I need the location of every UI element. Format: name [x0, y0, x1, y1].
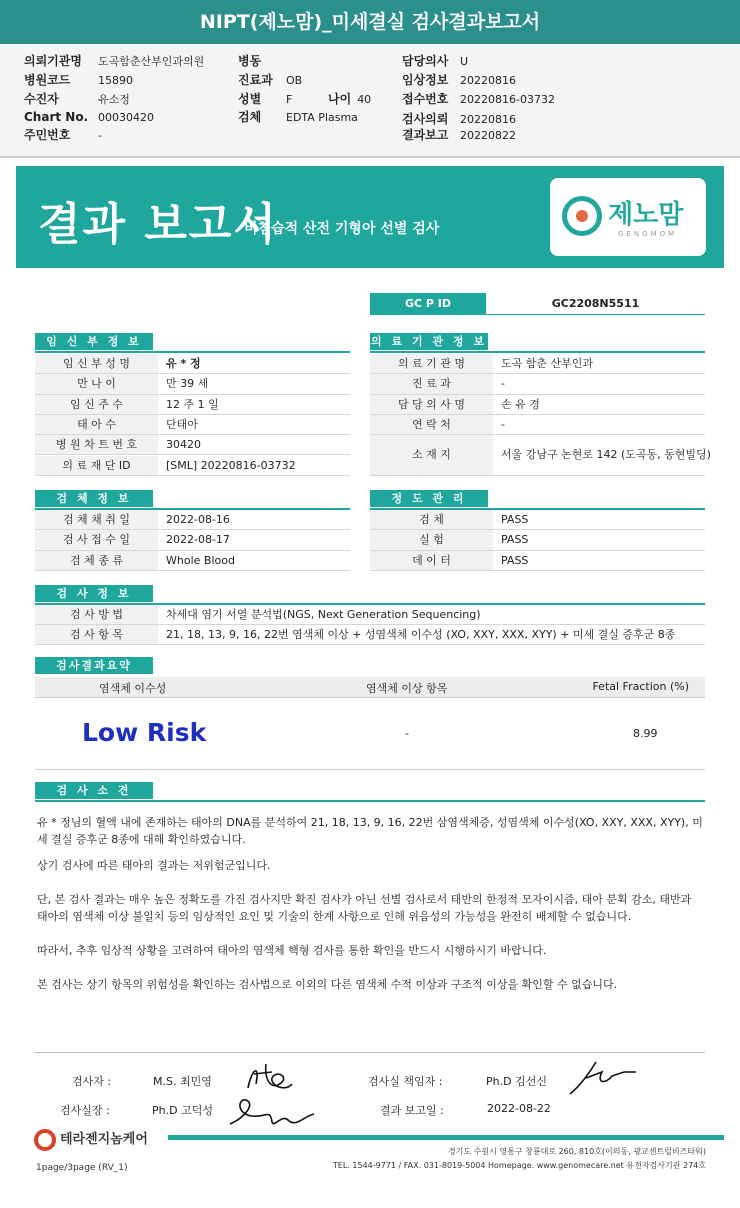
finding-paragraph: 단, 본 검사 결과는 매우 높은 정확도를 가진 검사지만 확진 검사가 아닌 선별 검사로서 태반의 한정적 모자이시즘, 태아 분획 감소, 태반과 태아의 염색체 이상 불일치 등의 임상적인 요인 및 기술의 한계 사항으로 인해 위음성의 가능성을 완전히 배제할 수 없습니다. — [37, 893, 692, 923]
chief-signature — [226, 1094, 316, 1134]
table-row — [35, 625, 705, 645]
row-label: 만 나 이 — [35, 374, 158, 393]
header-info — [0, 44, 740, 158]
table-row — [370, 435, 711, 476]
tester-name: M.S. 최민영 — [153, 1075, 212, 1088]
footer-bar — [168, 1135, 724, 1140]
table-row — [370, 551, 705, 571]
header-field: 결과보고 20220822 — [402, 128, 516, 142]
table-row — [35, 530, 350, 550]
row-label: 임 신 부 성 명 — [35, 354, 158, 373]
responsible-name: Ph.D 김선신 — [486, 1075, 547, 1088]
row-label: 담 당 의 사 명 — [370, 395, 493, 414]
header-field: 접수번호 20220816-03732 — [402, 92, 555, 106]
row-value: [SML] 20220816-03732 — [166, 458, 296, 472]
row-label: 검 체 채 취 일 — [35, 510, 158, 529]
chief-name: Ph.D 고덕성 — [152, 1104, 213, 1117]
summary-section-title: 검사결과요약 — [35, 657, 153, 674]
table-row — [35, 374, 350, 394]
test-section-title: 검 사 정 보 — [35, 585, 153, 602]
genomom-logo: 제노맘 GENOMOM — [550, 178, 706, 256]
header-field: 진료과 OB — [238, 73, 303, 87]
company-logo: 테라젠지놈케어 — [34, 1128, 148, 1151]
row-label: 의 료 기 관 명 — [370, 354, 493, 373]
table-row — [370, 415, 705, 435]
header-field: Chart No. 00030420 — [24, 110, 154, 124]
gcpid-row: GC P ID GC2208N5511 — [370, 293, 705, 315]
row-value: 유 * 정 — [166, 357, 201, 370]
banner-subtitle: 비침습적 산전 기형아 선별 검사 — [244, 221, 440, 237]
footer-address: 경기도 수원시 영통구 창룡대로 260, 810호(이의동, 광교센트럴비즈타워) — [447, 1147, 706, 1156]
abnormal-value: - — [405, 727, 409, 740]
row-value: 만 39 세 — [166, 377, 209, 391]
finding-paragraph: 상기 검사에 따른 태아의 결과는 저위험군입니다. — [37, 859, 271, 872]
finding-paragraph: 유 * 정님의 혈액 내에 존재하는 태아의 DNA를 분석하여 21, 18, 13, 9, 16, 22번 삼염색체증, 성염색체 이수성(XO, XXY, XXX, XYY), 미세 결실 증후군 8종에 대해 확인하였습니다. — [37, 816, 703, 846]
table-row — [35, 435, 350, 455]
header-field: 의뢰기관명 도곡함춘산부인과의원 — [24, 54, 205, 68]
responsible-signature — [566, 1058, 638, 1098]
header-field: 나이 40 — [328, 92, 372, 106]
row-label: 의 료 재 단 ID — [35, 456, 158, 475]
findings-section-title: 검 사 소 견 — [35, 782, 153, 799]
risk-result: Low Risk — [82, 718, 207, 747]
header-field: 검사의뢰 20220816 — [402, 112, 516, 126]
row-value: 30420 — [166, 438, 201, 452]
row-label: 검 사 방 법 — [35, 605, 158, 624]
row-value: Whole Blood — [166, 553, 235, 567]
row-value: 서울 강남구 논현로 142 (도곡동, 동현빌딩) — [501, 448, 711, 462]
row-label: 태 아 수 — [35, 415, 158, 434]
row-value: - — [501, 417, 505, 431]
table-row — [35, 510, 350, 530]
row-value: PASS — [501, 513, 529, 526]
report-banner — [16, 166, 724, 268]
table-row — [35, 415, 350, 435]
row-label: 검 사 접 수 일 — [35, 530, 158, 549]
header-field: 성별 F — [238, 92, 293, 106]
table-row — [35, 395, 350, 415]
finding-paragraph: 따라서, 추후 임상적 상황을 고려하여 태아의 염색체 핵형 검사를 통한 확인을 반드시 시행하시기 바랍니다. — [37, 944, 547, 957]
row-value: 12 주 1 일 — [166, 397, 219, 411]
table-row — [35, 605, 705, 625]
row-label: 실 험 — [370, 530, 493, 549]
responsible-label: 검사실 책임자 : — [368, 1075, 443, 1088]
report-date: 2022-08-22 — [487, 1102, 551, 1115]
row-label: 검 체 종 류 — [35, 551, 158, 570]
row-label: 검 사 항 목 — [35, 625, 158, 644]
company-logo-icon — [34, 1129, 56, 1151]
row-value: 손 유 경 — [501, 397, 540, 411]
row-value: 2022-08-17 — [166, 533, 230, 547]
table-row — [370, 395, 705, 415]
row-value: 단태아 — [166, 417, 198, 431]
table-row — [370, 510, 705, 530]
table-row — [35, 456, 350, 476]
row-value: - — [501, 377, 505, 391]
table-row — [370, 374, 705, 394]
table-row — [370, 530, 705, 550]
row-value: 도곡 함춘 산부인과 — [501, 357, 594, 370]
row-value: PASS — [501, 533, 529, 547]
fetal-fraction-value: 8.99 — [633, 727, 658, 740]
tester-label: 검사자 : — [72, 1075, 112, 1088]
header-field: 담당의사 U — [402, 54, 469, 68]
report-date-label: 결과 보고일 : — [380, 1104, 444, 1117]
patient-section-title: 임 신 부 정 보 — [35, 333, 153, 350]
row-label: 연 락 처 — [370, 415, 493, 434]
table-row — [35, 354, 350, 374]
row-label: 병 원 차 트 번 호 — [35, 435, 158, 454]
header-field: 임상정보 20220816 — [402, 73, 516, 87]
summary-header: 염색체 이수성 염색체 이상 항목 Fetal Fraction (%) — [35, 677, 705, 698]
row-value: 차세대 염기 서열 분석법(NGS, Next Generation Sequencing) — [166, 608, 481, 621]
row-label: 데 이 터 — [370, 551, 493, 570]
row-value: PASS — [501, 553, 529, 567]
finding-paragraph: 본 검사는 상기 항목의 위험성을 확인하는 검사법으로 이외의 다른 염색체 수적 이상과 구조적 이상을 확인할 수 없습니다. — [37, 978, 618, 991]
chief-label: 검사실장 : — [60, 1104, 110, 1117]
logo-mark-icon — [562, 196, 602, 236]
row-value: 2022-08-16 — [166, 513, 230, 526]
row-label: 검 체 — [370, 510, 493, 529]
header-field: 주민번호 - — [24, 128, 102, 142]
qc-section-title: 정 도 관 리 — [370, 490, 488, 507]
header-field: 수진자 유소정 — [24, 92, 130, 106]
footer-contact: TEL. 1544-9771 / FAX. 031-8019-5004 Homepage. www.genomecare.net 유전자검사기관 274호 — [332, 1161, 706, 1170]
report-title: NIPT(제노맘)_미세결실 검사결과보고서 — [0, 0, 740, 44]
header-field: 병동 — [238, 54, 262, 68]
row-label: 소 재 지 — [370, 435, 493, 475]
row-value: 21, 18, 13, 9, 16, 22번 염색체 이상 + 성염색체 이수성 (XO, XXY, XXX, XYY) + 미세 결실 증후군 8종 — [166, 628, 676, 641]
table-row — [370, 354, 705, 374]
header-field: 병원코드 15890 — [24, 73, 133, 87]
page-number: 1page/3page (RV_1) — [36, 1163, 128, 1173]
institution-section-title: 의 료 기 관 정 보 — [371, 335, 487, 348]
row-label: 진 료 과 — [370, 374, 493, 393]
row-label: 임 신 주 수 — [35, 395, 158, 414]
specimen-section-title: 검 체 정 보 — [35, 490, 153, 507]
table-row — [35, 551, 350, 571]
banner-title: 결과 보고서 — [38, 199, 278, 250]
header-field: 검체 EDTA Plasma — [238, 110, 358, 124]
